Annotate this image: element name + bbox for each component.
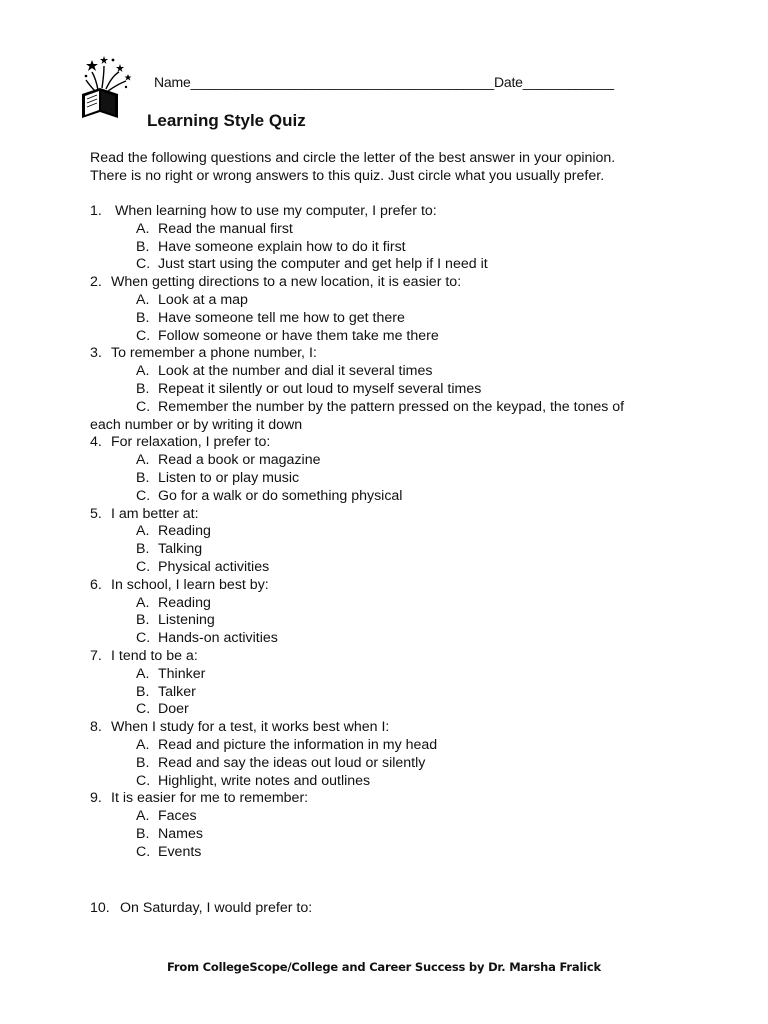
answer-option-a[interactable]: A. Reading — [136, 523, 211, 540]
question-3 — [90, 345, 680, 434]
question-number: 6. — [90, 576, 102, 593]
question-text: I tend to be a: — [111, 647, 198, 664]
question-list — [90, 203, 680, 861]
answer-option-c[interactable]: C. Events — [136, 843, 202, 860]
answer-option-c[interactable]: C. Physical activities — [136, 558, 270, 575]
question-number: 1. — [90, 203, 102, 219]
open-book-stars-icon — [80, 54, 136, 120]
question-4 — [90, 434, 680, 505]
answer-option-a[interactable]: A. Read the manual first — [136, 220, 293, 237]
question-text: In school, I learn best by: — [111, 576, 269, 593]
question-8 — [90, 719, 680, 790]
instructions-line-1: Read the following questions and circle the letter of the best answer in your opinion. — [90, 150, 616, 166]
answer-option-a[interactable]: A. Look at a map — [136, 291, 248, 308]
answer-option-c-continuation: each number or by writing it down — [90, 416, 303, 433]
answer-option-c[interactable]: C. Hands-on activities — [136, 630, 278, 647]
answer-option-c[interactable]: C. Doer — [136, 701, 189, 718]
name-date-line[interactable]: Name________________________________________Date____________ — [154, 74, 614, 90]
answer-option-b[interactable]: B. Talker — [136, 683, 196, 700]
question-text: On Saturday, I would prefer to: — [120, 900, 313, 916]
answer-option-a[interactable]: A. Reading — [136, 594, 211, 611]
question-text: To remember a phone number, I: — [111, 345, 317, 362]
question-text: I am better at: — [111, 505, 199, 522]
question-text: It is easier for me to remember: — [111, 790, 309, 807]
answer-option-b[interactable]: B. Have someone explain how to do it first — [136, 238, 406, 255]
question-7 — [90, 648, 680, 719]
answer-option-c[interactable]: C. Remember the number by the pattern pressed on the keypad, the tones of each number or by writing it down — [90, 399, 680, 435]
question-6 — [90, 577, 680, 648]
answer-option-c[interactable]: C. Highlight, write notes and outlines — [136, 772, 371, 789]
question-10 — [90, 900, 312, 916]
instructions — [90, 150, 690, 185]
quiz-title: Learning Style Quiz — [147, 111, 306, 130]
answer-option-a[interactable]: A. Faces — [136, 808, 197, 825]
question-5 — [90, 506, 680, 577]
answer-option-a[interactable]: A. Look at the number and dial it several times — [136, 363, 433, 380]
answer-option-c[interactable]: C. Go for a walk or do something physical — [136, 487, 403, 504]
answer-option-a[interactable]: A. Thinker — [136, 665, 206, 682]
answer-option-b[interactable]: B. Repeat it silently or out loud to myself several times — [136, 380, 482, 397]
question-9 — [90, 790, 680, 861]
question-text: When learning how to use my computer, I prefer to: — [115, 203, 437, 219]
question-number: 3. — [90, 345, 102, 362]
answer-option-b[interactable]: B. Have someone tell me how to get there — [136, 309, 405, 326]
question-number: 7. — [90, 647, 102, 664]
question-text: When I study for a test, it works best when I: — [111, 719, 390, 736]
question-number: 4. — [90, 434, 102, 451]
footer-credit: From CollegeScope/College and Career Success by Dr. Marsha Fralick — [166, 960, 601, 974]
answer-option-b[interactable]: B. Listening — [136, 612, 215, 629]
question-number: 8. — [90, 719, 102, 736]
question-1 — [90, 203, 680, 274]
answer-option-b[interactable]: B. Names — [136, 825, 203, 842]
question-number: 2. — [90, 274, 102, 291]
answer-option-b[interactable]: B. Read and say the ideas out loud or silently — [136, 754, 426, 771]
answer-option-c[interactable]: C. Follow someone or have them take me there — [136, 327, 439, 344]
answer-option-c[interactable]: C. Just start using the computer and get help if I need it — [136, 256, 488, 273]
question-number: 5. — [90, 505, 102, 522]
answer-option-b[interactable]: B. Talking — [136, 541, 203, 558]
question-text: For relaxation, I prefer to: — [111, 434, 271, 451]
question-number: 9. — [90, 790, 102, 807]
answer-option-b[interactable]: B. Listen to or play music — [136, 469, 300, 486]
answer-option-a[interactable]: A. Read a book or magazine — [136, 452, 321, 469]
question-text: When getting directions to a new location, it is easier to: — [111, 274, 462, 291]
question-2 — [90, 274, 680, 345]
instructions-line-2: There is no right or wrong answers to this quiz. Just circle what you usually prefer. — [90, 167, 605, 184]
question-number: 10. — [90, 900, 110, 916]
answer-option-a[interactable]: A. Read and picture the information in my head — [136, 736, 438, 753]
